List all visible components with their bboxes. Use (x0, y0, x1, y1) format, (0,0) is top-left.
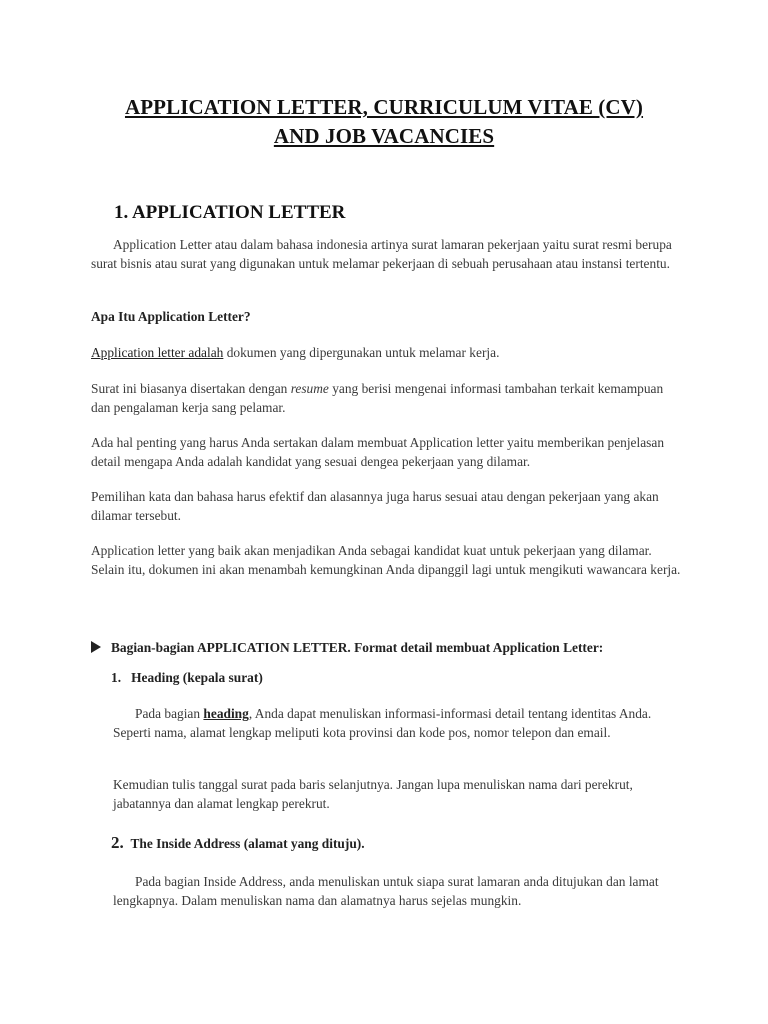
item-1-paragraph-1 (113, 705, 688, 742)
item-1-paragraph-2: Kemudian tulis tanggal surat pada baris selanjutnya. Jangan lupa menuliskan nama dari perekrut, jabatannya dan alamat lengkap perekrut. (113, 777, 633, 811)
definition-paragraph (91, 344, 691, 363)
item-1-title: Heading (kepala surat) (131, 670, 263, 685)
section-1-heading (114, 202, 345, 224)
heading-term: heading (203, 706, 249, 721)
item-1-number: 1. (111, 670, 122, 685)
item-1-heading (111, 669, 711, 688)
heading-text-a: Pada bagian (135, 706, 204, 721)
section-1-title: APPLICATION LETTER (131, 202, 346, 223)
resume-paragraph (91, 380, 676, 417)
important-paragraph: Ada hal penting yang harus Anda sertakan dalam membuat Application letter yaitu memberikan penjelasan detail mengapa Anda adalah kandidat yang sesuai dengea pekerjaan yang dilamar. (91, 435, 665, 469)
section-1-intro: Application Letter atau dalam bahasa indonesia artinya surat lamaran pekerjaan yaitu surat resmi berupa surat bisnis atau surat yang digunakan untuk melamar pekerjaan di sebuah perusahaan atau instansi tertentu. (91, 237, 672, 271)
arrow-bullet-icon (91, 641, 101, 653)
item-2-paragraph-1: Pada bagian Inside Address, anda menuliskan untuk siapa surat lamaran anda ditujukan dan lamat lengkapnya. Dalam menuliskan nama dan alamatnya harus sejelas mungkin. (113, 874, 659, 908)
heading-text-b: , Anda dapat menuliskan informasi-informasi detail tentang identitas Anda. Seperti nama, alamat lengkap meliputi kota provinsi dan kode pos, nomor telepon dan email. (113, 706, 652, 740)
word-choice-paragraph: Pemilihan kata dan bahasa harus efektif dan alasannya juga harus sesuai atau dengan pekerjaan yang akan dilamar tersebut. (91, 489, 659, 523)
definition-term: Application letter adalah (91, 345, 224, 360)
parts-bullet (91, 639, 711, 658)
parts-bullet-text: Bagian-bagian APPLICATION LETTER. Format detail membuat Application Letter: (111, 640, 604, 655)
title-line-1: APPLICATION LETTER, CURRICULUM VITAE (CV) (124, 95, 644, 119)
item-2-heading (111, 834, 711, 854)
item-2-number: 2. (111, 833, 124, 852)
title-line-2: AND JOB VACANCIES (273, 124, 495, 148)
resume-text-a: Surat ini biasanya disertakan dengan (91, 381, 291, 396)
resume-emphasis: resume (290, 381, 329, 396)
good-letter-paragraph: Application letter yang baik akan menjadikan Anda sebagai kandidat kuat untuk pekerjaan yang dilamar. Selain itu, dokumen ini akan menambah kemungkinan Anda dipanggil lagi untuk mengikuti wawancara kerja. (91, 543, 681, 577)
resume-text-b: yang berisi mengenai informasi tambahan terkait kemampuan dan pengalaman kerja sang pelamar. (91, 381, 664, 415)
definition-rest: dokumen yang dipergunakan untuk melamar kerja. (223, 345, 500, 360)
item-2-title: The Inside Address (alamat yang dituju). (130, 836, 365, 851)
section-1-number: 1. (114, 202, 129, 223)
section-1-question: Apa Itu Application Letter? (91, 309, 251, 324)
